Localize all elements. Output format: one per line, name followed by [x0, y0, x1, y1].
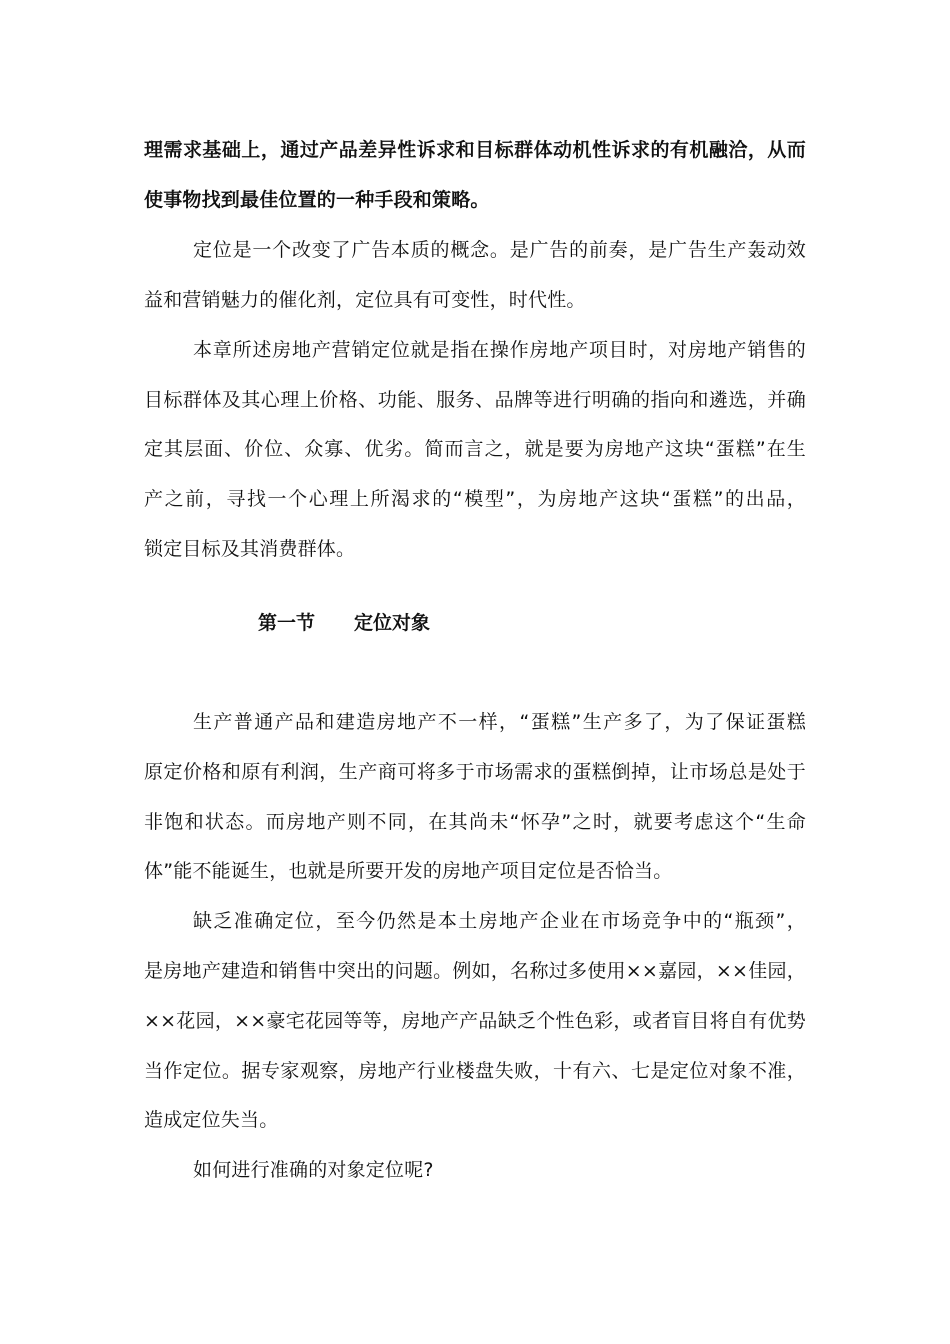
- paragraph-5-line-2: 是房地产建造和销售中突出的问题。例如，名称过多使用××嘉园，××佳园，: [144, 960, 806, 982]
- section-title: 定位对象: [354, 612, 431, 634]
- intro-line-2: 使事物找到最佳位置的一种手段和策略。: [144, 189, 490, 211]
- intro-line-1: 理需求基础上，通过产品差异性诉求和目标群体动机性诉求的有机融洽，从而: [144, 139, 806, 161]
- paragraph-4-line-1: 生产普通产品和建造房地产不一样，“蛋糕”生产多了，为了保证蛋糕: [193, 711, 806, 733]
- paragraph-5-line-3: ××花园，××豪宅花园等等，房地产产品缺乏个性色彩，或者盲目将自有优势: [144, 1010, 806, 1032]
- paragraph-5-line-1: 缺乏准确定位，至今仍然是本土房地产企业在市场竞争中的“瓶颈”，: [193, 910, 806, 932]
- paragraph-4-line-4: 体”能不能诞生，也就是所要开发的房地产项目定位是否恰当。: [144, 860, 673, 882]
- paragraph-3-line-3: 定其层面、价位、众寡、优劣。简而言之，就是要为房地产这块“蛋糕”在生: [144, 438, 806, 460]
- paragraph-5-line-4: 当作定位。据专家观察，房地产行业楼盘失败，十有六、七是定位对象不准，: [144, 1060, 806, 1082]
- paragraph-2-line-2: 益和营销魅力的催化剂，定位具有可变性，时代性。: [144, 289, 586, 311]
- paragraph-5-line-5: 造成定位失当。: [144, 1109, 279, 1131]
- paragraph-6-line-1: 如何进行准确的对象定位呢?: [193, 1159, 434, 1181]
- paragraph-4-line-2: 原定价格和原有利润，生产商可将多于市场需求的蛋糕倒掉，让市场总是处于: [144, 761, 806, 783]
- paragraph-3-line-4: 产之前，寻找一个心理上所渴求的“模型”，为房地产这块“蛋糕”的出品，: [144, 488, 806, 510]
- section-number: 第一节: [258, 612, 316, 634]
- paragraph-3-line-5: 锁定目标及其消费群体。: [144, 538, 356, 560]
- paragraph-3-line-2: 目标群体及其心理上价格、功能、服务、品牌等进行明确的指向和遴选，并确: [144, 389, 806, 411]
- paragraph-3-line-1: 本章所述房地产营销定位就是指在操作房地产项目时，对房地产销售的: [193, 339, 806, 361]
- paragraph-2-line-1: 定位是一个改变了广告本质的概念。是广告的前奏，是广告生产轰动效: [193, 239, 806, 261]
- paragraph-4-line-3: 非饱和状态。而房地产则不同，在其尚未“怀孕”之时，就要考虑这个“生命: [144, 811, 806, 833]
